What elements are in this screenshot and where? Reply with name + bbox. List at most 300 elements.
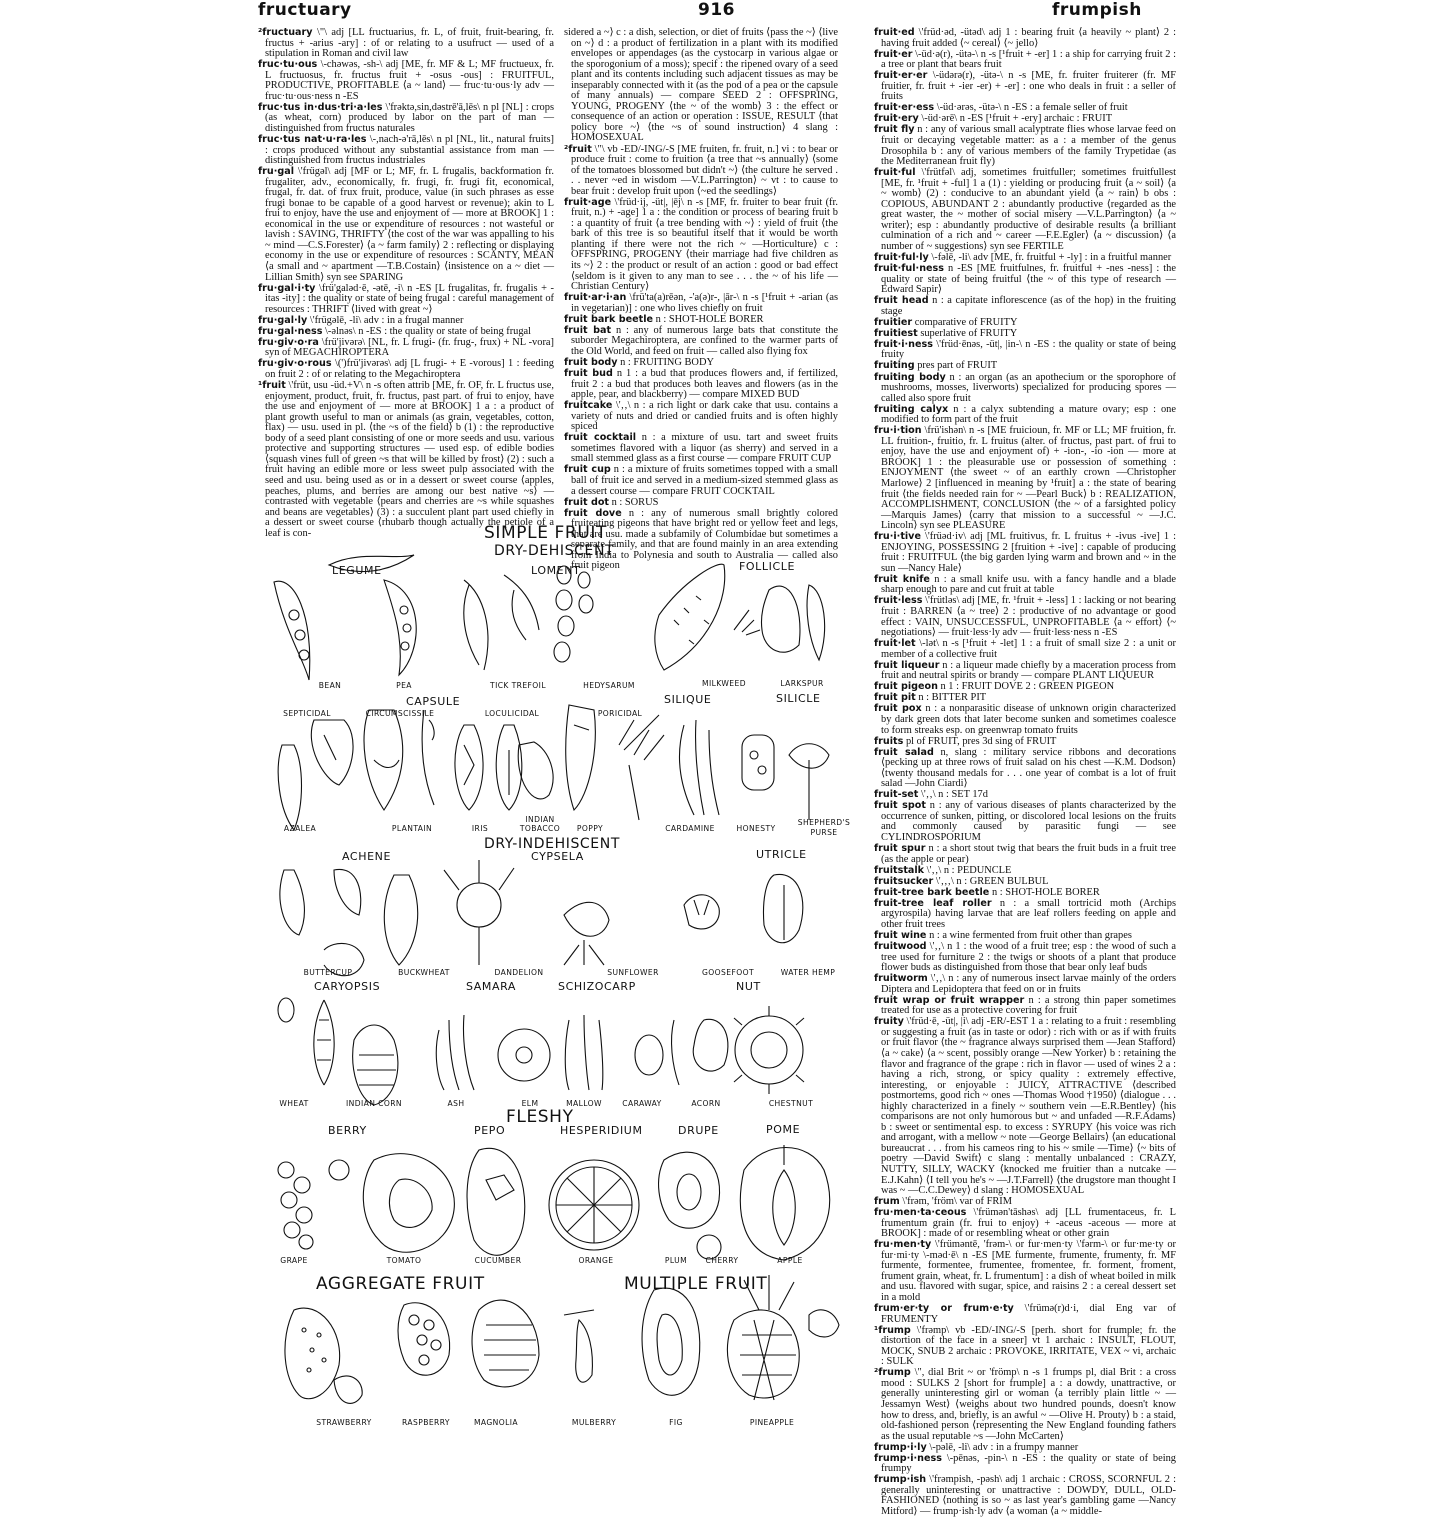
dictionary-entry xyxy=(874,974,1176,995)
label-caraway: CARAWAY xyxy=(622,1099,662,1108)
entry-definition: n : BITTER PIT xyxy=(918,692,987,704)
fruit-illustration-plate xyxy=(264,520,851,1430)
label-pea: PEA xyxy=(396,681,412,690)
dictionary-entry xyxy=(874,866,1176,877)
dictionary-entry xyxy=(874,103,1176,114)
dictionary-entry xyxy=(564,369,838,401)
entry-headword: fruit spot xyxy=(874,800,926,812)
entry-definition: n : SORUS xyxy=(611,496,659,508)
dictionary-entry xyxy=(874,931,1176,942)
entry-headword: fruit head xyxy=(874,295,929,307)
heading-pome: POME xyxy=(766,1123,801,1136)
heading-cypsela: CYPSELA xyxy=(531,850,584,863)
label-strawberry: STRAWBERRY xyxy=(316,1418,372,1427)
label-dandelion: DANDELION xyxy=(494,968,544,977)
label-cherry: CHERRY xyxy=(705,1256,739,1265)
dictionary-entry xyxy=(874,682,1176,693)
heading-utricle: UTRICLE xyxy=(756,848,807,861)
dictionary-entry xyxy=(258,167,554,283)
label-septicidal: SEPTICIDAL xyxy=(283,709,331,718)
label-poppy: POPPY xyxy=(576,824,604,833)
entry-definition: sidered a ~⟩ c : a dish, selection, or diet of fruits ⟨pass the ~⟩ ⟨live on ~⟩ d : a product of fertilization in a plant with its modified envelopes or appendages (as the cystocarp in various algae or the sporogonium of a moss); specif : the ripened ovary of a seed plant and its contents including such adjacent tissues as may be inseparably connected with it (as the pod of a pea or the capsule of many annuals) — compare SEED 2 : OFFSPRING, YOUNG, PROGENY ⟨the ~ of the womb⟩ 3 : the effect or consequence of an action or operation : ISSUE, RESULT ⟨that policy bore ~⟩ ⟨the ~s of sound instruction⟩ 4 slang : HOMOSEXUAL xyxy=(564,27,838,144)
label-goosefoot: GOOSEFOOT xyxy=(701,968,755,977)
dictionary-entry xyxy=(874,596,1176,638)
label-pineapple: PINEAPPLE xyxy=(749,1418,795,1427)
label-raspberry: RASPBERRY xyxy=(402,1418,450,1427)
label-milkweed: MILKWEED xyxy=(702,679,746,688)
entry-headword: fruits xyxy=(874,735,904,747)
dictionary-entry xyxy=(874,125,1176,167)
label-indian-corn: INDIAN CORN xyxy=(346,1099,402,1108)
entry-definition: \-üd·ərē\ n -ES [¹fruit + -ery] archaic : FRUIT xyxy=(921,113,1113,125)
label-plantain: PLANTAIN xyxy=(391,824,433,833)
entry-definition: \'frəktə,sin,dəstrē'ā,lēs\ n pl [NL] : crops (as wheat, corn) produced by labor on the part of man — distinguished from fructus naturales xyxy=(265,101,554,134)
entry-headword: fruit-tree bark beetle xyxy=(874,886,990,898)
entry-headword: fruit·er·er xyxy=(874,70,928,82)
entry-definition: \'früməntē, 'frəm-\ or fur·men·ty \'fərm-\ or fur·me·ty or fur·mi·ty \-məd·ē\ n -ES [ME furmente, frumente, frumenty, fr. MF furmente, formentee, frumentee, fromentee, fr. forment, froment, frument grain, wheat, fr. L frumentum] : a dish of wheat boiled in milk and usu. flavored with sugar, spice, and raisins 2 : a cereal dessert set in a mold xyxy=(881,1239,1176,1304)
dictionary-entry xyxy=(564,401,838,433)
dictionary-entry xyxy=(874,1443,1176,1454)
entry-headword: fruit-tree leaf roller xyxy=(874,897,992,909)
entry-definition: \'‚‚\ n : SET 17d xyxy=(921,789,988,801)
entry-definition: \'‚‚‚\ n : GREEN BULBUL xyxy=(935,875,1049,887)
heading-capsule: CAPSULE xyxy=(406,695,461,708)
label-honesty: HONESTY xyxy=(736,824,776,833)
label-mulberry: MULBERRY xyxy=(571,1418,617,1427)
dictionary-entry xyxy=(874,361,1176,372)
entry-definition: n : any of numerous large bats that constitute the suborder Megachiroptera, are confined to the warmer parts of the Old World, and feed on fruit — called also flying fox xyxy=(571,324,838,357)
entry-headword: fruit salad xyxy=(874,746,934,758)
dictionary-entry xyxy=(874,877,1176,888)
entry-headword: fruitcake xyxy=(564,400,613,412)
heading-nut: NUT xyxy=(736,980,761,993)
entry-definition: \"\ adj [LL fructuarius, fr. L, of fruit, fruit-bearing, fr. fructus + -arius -ary] : of or relating to a usufruct — used of a stipulation in Roman and civil law xyxy=(265,27,554,60)
dictionary-entry xyxy=(564,315,838,326)
dictionary-entry xyxy=(874,296,1176,317)
achene-cypsela-illustrations xyxy=(280,860,803,976)
entry-headword: fruit knife xyxy=(874,573,930,585)
dictionary-entry xyxy=(874,1454,1176,1475)
entry-definition: comparative of FRUITY xyxy=(914,316,1018,328)
entry-headword: fru·gal xyxy=(258,166,295,178)
entry-headword: fruiting body xyxy=(874,371,946,383)
entry-headword: fruity xyxy=(874,1016,904,1028)
heading-aggregate-fruit: AGGREGATE FRUIT xyxy=(316,1274,485,1294)
entry-definition: \'frügəl\ adj [MF or L; MF, fr. L frugalis, backformation fr. frugaliter, adv., economically, fr. frugi, fr. frugi fit, economical, frugal, fr. dat. of frux fruit, produce, value (in such phrases as esse frugi bonae to be capable of a good harvest or revenue); akin to L frui to enjoy, have the use and enjoyment of — more at BROOK] 1 : economical in the use or expenditure of resources : not wasteful or lavish : SAVING, THRIFTY ⟨the cost of the war was appalling to his ~ mind —C.S.Forester⟩ ⟨a ~ farm family⟩ 2 : reflecting or displaying economy in the use or expenditure of resources : SCANTY, MEAN ⟨a small and ~ apartment —T.B.Costain⟩ ⟨insistence on a ~ diet —Lillian Smith⟩ syn see SPARING xyxy=(265,166,554,283)
column-right xyxy=(874,27,1177,1517)
entry-definition: \-lət\ n -s [¹fruit + -let] 1 : a fruit of small size 2 : a unit or member of a collective fruit xyxy=(881,638,1176,660)
entry-headword: ²fructuary xyxy=(258,27,313,38)
entry-headword: fruit-set xyxy=(874,789,919,801)
label-poricidal: PORICIDAL xyxy=(597,709,643,718)
entry-headword: fruit·ful·ly xyxy=(874,251,929,263)
entry-headword: fruiting calyx xyxy=(874,403,949,415)
heading-hesperidium: HESPERIDIUM xyxy=(560,1124,643,1137)
dictionary-entry xyxy=(874,942,1176,974)
entry-definition: \'frümən'tāshəs\ adj [LL frumentaceus, fr. L frumentum grain (fr. frui to enjoy) + -aceus -aceous — more at BROOK] : made of or resembling wheat or other grain xyxy=(881,1207,1176,1240)
dictionary-entry xyxy=(258,338,554,359)
dictionary-entry xyxy=(874,575,1176,596)
dictionary-entry xyxy=(258,60,554,102)
label-tobacco: TOBACCO xyxy=(519,824,561,833)
milkweed-follicle-illustration xyxy=(655,564,825,670)
dictionary-entry xyxy=(874,264,1176,296)
dictionary-entry xyxy=(874,844,1176,865)
entry-headword: fruit pit xyxy=(874,692,916,704)
heading-legume: LEGUME xyxy=(332,564,382,577)
entry-headword: fruit·age xyxy=(564,196,612,208)
dictionary-entry xyxy=(874,801,1176,843)
entry-headword: fru·i·tive xyxy=(874,531,921,543)
heading-berry: BERRY xyxy=(328,1124,367,1137)
dictionary-entry xyxy=(874,340,1176,361)
label-plum: PLUM xyxy=(664,1256,688,1265)
dictionary-entry xyxy=(874,1475,1176,1517)
entry-headword: fruit cup xyxy=(564,464,611,476)
entry-definition: n : any of various small acalyptrate flies whose larvae feed on fruit or decaying vegetable matter: as a : a member of the genus Drosophila b : any of various members of the family Trypetidae (as the Mediterranean fruit fly) xyxy=(881,124,1176,168)
entry-definition: n : SHOT-HOLE BORER xyxy=(655,313,764,325)
dictionary-entry xyxy=(874,71,1176,103)
heading-schizocarp: SCHIZOCARP xyxy=(558,980,636,993)
dictionary-entry xyxy=(874,532,1176,574)
label-azalea: AZALEA xyxy=(283,824,317,833)
entry-headword: fruitier xyxy=(874,316,913,328)
label-buckwheat: BUCKWHEAT xyxy=(398,968,450,977)
label-elm: ELM xyxy=(521,1099,539,1108)
label-hedysarum: HEDYSARUM xyxy=(583,681,635,690)
entry-definition: \'frəmpish, -pəsh\ adj 1 archaic : CROSS, SCORNFUL 2 : generally uninteresting or unattractive : DOWDY, DULL, OLD-FASHIONED ⟨nothing is so ~ as last year's gambling game —Nancy Mitford⟩ — frump·ish·ly adv ⟨a woman ⟨a ~ middle- xyxy=(881,1474,1176,1517)
entry-headword: fruitiest xyxy=(874,327,918,339)
entry-definition: \-chəwəs, -sh-\ adj [ME, fr. MF & L; MF fructueux, fr. L fructuosus, fr. fructus fruit + -osus -ous] : FRUITFUL, PRODUCTIVE, PROFITABLE ⟨a ~ land⟩ — fruc·tu·ous·ly adv — fruc·tu·ous·ness n -ES xyxy=(265,59,554,102)
dictionary-entry xyxy=(564,358,838,369)
entry-definition: \'‚‚\ n : a rich light or dark cake that usu. contains a variety of nuts and dried or candied fruits and is often highly spiced xyxy=(571,400,838,433)
entry-headword: fru·gal·ly xyxy=(258,314,308,326)
label-sunflower: SUNFLOWER xyxy=(607,968,659,977)
entry-definition: \-əlnəs\ n -ES : the quality or state of being frugal xyxy=(325,325,532,337)
entry-definition: \-pēnəs, -pin-\ n -ES : the quality or state of being frumpy xyxy=(881,1452,1176,1475)
dictionary-entry xyxy=(258,359,554,380)
entry-headword: fruit bat xyxy=(564,324,612,336)
label-wheat: WHEAT xyxy=(279,1099,309,1108)
heading-drupe: DRUPE xyxy=(678,1124,719,1137)
dictionary-entry xyxy=(874,373,1176,405)
heading-silicle: SILICLE xyxy=(776,692,821,705)
entry-definition: \-üd·ə(r), -ütə-\ n -s [¹fruit + -er] 1 : a ship for carrying fruit 2 : a tree or plant that bears fruit xyxy=(881,48,1176,71)
column-left xyxy=(258,27,554,539)
dictionary-entry xyxy=(258,103,554,135)
entry-headword: fruit·er xyxy=(874,48,913,60)
entry-definition: \'‚‚\ n 1 : the wood of a fruit tree; esp : the wood of such a tree used for furniture 2 : the twigs or shoots of a plant that produce flower buds as distinguished from those that bear only leaf buds xyxy=(881,940,1176,974)
guide-word-right: frumpish xyxy=(1052,0,1142,20)
loment-illustration xyxy=(464,566,593,670)
entry-headword: fruit bark beetle xyxy=(564,313,654,325)
label-bean: BEAN xyxy=(318,681,342,690)
entry-definition: n, slang : military service ribbons and decorations ⟨pecking up at three rows of fruit salad on his chest —K.M. Dodson⟩ ⟨twenty thousand medals for . . . one year of combat is a lot of fruit salad —John Ciardi⟩ xyxy=(881,746,1176,790)
label-tomato: TOMATO xyxy=(386,1256,422,1265)
entry-headword: fruit·i·ness xyxy=(874,338,933,350)
entry-headword: fruiting xyxy=(874,360,915,372)
label-indian: INDIAN xyxy=(525,815,555,824)
dictionary-entry xyxy=(874,737,1176,748)
entry-definition: \'‚‚\ n : any of numerous insect larvae mainly of the orders Diptera and Lepidoptera that feed on or in fruits xyxy=(881,973,1176,995)
entry-definition: pl of FRUIT, pres 3d sing of FRUIT xyxy=(905,735,1057,747)
dictionary-entry xyxy=(874,748,1176,790)
dictionary-entry xyxy=(874,50,1176,71)
entry-definition: n -ES [ME fruitfulnes, fr. fruitful + -nes -ness] : the quality or state of being fruitful ⟨the ~ of this type of research —Edward Sapir⟩ xyxy=(881,263,1176,296)
dictionary-entry xyxy=(258,135,554,167)
entry-headword: frump·i·ness xyxy=(874,1452,942,1464)
entry-headword: fruit wrap or fruit wrapper xyxy=(874,994,1025,1006)
dictionary-entry xyxy=(874,426,1176,531)
dictionary-entry xyxy=(564,145,838,198)
entry-headword: fruit·ful·ness xyxy=(874,263,944,275)
entry-headword: frump·i·ly xyxy=(874,1441,927,1453)
dictionary-entry xyxy=(564,28,838,144)
entry-headword: fruit spur xyxy=(874,843,926,855)
entry-definition: \'früd·ē, -üt|, |i\ adj -ER/-EST 1 a : relating to a fruit : resembling or suggesting a fruit (as in taste or odor) : rich with or as if with fruits or fruit flavor ⟨the ~ fragrance always surprised them —Jean Stafford⟩ ⟨a ~ cake⟩ ⟨a ~ scent, possibly orange —New Yorker⟩ b : retaining the flavor and fragrance of the grape : rich in flavor — used of wines 2 a : having a rich, strong, or spicy quality : extremely effective, interesting, or enjoyable : JUICY, ATTRACTIVE ⟨described postmortems, good rich ~ ones —Thomas Wood †1950⟩ ⟨dialogue . . . highly characterized in a finely ~ southern vein —E.R.Bentley⟩ ⟨his comparisons are not only humorous but ~ and unfaded —R.F.Adams⟩ b : sweet or sentimental esp. to excess : SYRUPY ⟨his voice was rich and arrogant, with a mellow ~ note —George Bellairs⟩ ⟨an educational bureaucrat . . . from his cameos ring to his ~ smile —Time⟩ ⟨~ bits of poetry —David Swift⟩ c slang : mentally unbalanced : CRAZY, NUTTY, SILLY, WACKY ⟨knocked me fruitier than a nutcake —E.J.Kahn⟩ ⟨I tell you he's ~ —J.T.Farrell⟩ ⟨the drugstore man thought I was ~ —C.C.Dewey⟩ d slang : HOMOSEXUAL xyxy=(881,1016,1176,1197)
entry-definition: n : an organ (as an apothecium or the sporophore of mushrooms, mosses, liverworts) specialized for producing spores — called also spore fruit xyxy=(881,371,1176,404)
entry-headword: fruitwood xyxy=(874,940,927,952)
entry-definition: n : a short stout twig that bears the fruit buds in a fruit tree (as the apple or pear) xyxy=(881,843,1176,865)
entry-headword: fruc·tus nat·u·ra·les xyxy=(258,133,367,145)
entry-headword: ¹frump xyxy=(874,1324,911,1336)
entry-headword: fru·giv·o·rous xyxy=(258,358,332,370)
entry-headword: fru·i·tion xyxy=(874,425,922,437)
heading-dry-indehiscent: DRY-INDEHISCENT xyxy=(484,836,620,852)
entry-headword: ¹fruit xyxy=(258,380,286,392)
label-fig: FIG xyxy=(669,1418,683,1427)
entry-definition: \'frütləs\ adj [ME, fr. ¹fruit + -less] 1 : lacking or not bearing fruit : BARREN ⟨a ~ tree⟩ 2 : productive of no advantage or good effect : VAIN, UNSUCCESSFUL, UNPROFITABLE ⟨a ~ effort⟩ ⟨~ negotiations⟩ — fruit·less·ly adv — fruit·less·ness n -ES xyxy=(881,595,1176,639)
dictionary-entry xyxy=(258,381,554,539)
entry-headword: fruitworm xyxy=(874,973,928,985)
entry-definition: \(')frü'jivərəs\ adj [L frugi- + E -vorous] 1 : feeding on fruit 2 : of or relating to the Megachiroptera xyxy=(265,358,554,380)
entry-definition: n : a mixture of fruits sometimes topped with a small ball of fruit ice and served in a medium-sized stemmed glass as a dessert course — compare FRUIT COCKTAIL xyxy=(571,464,838,497)
label-mallow: MALLOW xyxy=(566,1099,602,1108)
label-shepherds: SHEPHERD'S xyxy=(797,818,851,827)
dictionary-entry xyxy=(258,327,554,338)
entry-definition: n : a strong thin paper sometimes treated for use as a protective covering for fruit xyxy=(881,994,1176,1017)
entry-headword: fruit·ery xyxy=(874,113,919,125)
entry-headword: fruit·ed xyxy=(874,27,915,38)
entry-definition: \'frütfəl\ adj, sometimes fruitfuller; sometimes fruitfullest [ME, fr. ¹fruit + -ful] 1 a (1) : yielding or producing fruit ⟨a ~ soil⟩ ⟨a ~ womb⟩ (2) : conducive to an abundant yield ⟨a ~ rain⟩ b obs : COPIOUS, ABUNDANT 2 : abundantly productive ⟨regarded as the great waster, the ~ mother of social misery —V.L.Parrington⟩ ⟨a ~ writer⟩; esp : abundantly productive of desirable results ⟨a brilliant culmination of a rich and ~ career —F.E.Egler⟩ ⟨a ~ discussion⟩ ⟨a number of ~ suggestions⟩ syn see FERTILE xyxy=(881,167,1176,252)
dictionary-entry xyxy=(564,326,838,358)
heading-fleshy: FLESHY xyxy=(506,1107,574,1127)
entry-definition: \"\ vb -ED/-ING/-S [ME fruiten, fr. fruit, n.] vi : to bear or produce fruit : come to fruition ⟨a tree that ~s annually⟩ ⟨some of the tomatoes blossomed but didn't ~⟩ ⟨the culture he served . . . never ~ed in wisdom —V.L.Parrington⟩ ~ vt : to cause to bear fruit : develop fruit upon ⟨~ed the seedlings⟩ xyxy=(571,143,838,197)
guide-word-left: fructuary xyxy=(258,0,352,20)
entry-headword: fruit·ful xyxy=(874,167,916,179)
entry-headword: fruitsucker xyxy=(874,875,934,887)
entry-headword: fru·gal·i·ty xyxy=(258,282,316,294)
dictionary-entry xyxy=(564,465,838,497)
dictionary-entry xyxy=(874,1197,1176,1208)
entry-headword: fruit fly xyxy=(874,124,915,136)
entry-headword: ²fruit xyxy=(564,143,592,155)
entry-definition: \'frügəlē, -li\ adv : in a frugal manner xyxy=(309,314,464,326)
entry-definition: \-üdərə(r), -ütə-\ n -s [ME, fr. fruiter fruiterer (fr. MF fruitier, fr. fruit + -ier -er) + -er] : one who deals in fruit : a seller of fruits xyxy=(881,70,1176,103)
label-cardamine: CARDAMINE xyxy=(665,824,715,833)
label-ash: ASH xyxy=(447,1099,465,1108)
label-orange: ORANGE xyxy=(578,1256,614,1265)
entry-definition: \frü'galəd·ē, -ətē, -i\ n -ES [L frugalitas, fr. frugalis + -itas -ity] : the quality or state of being frugal : careful management of resources : THRIFT ⟨lived with great ~⟩ xyxy=(265,282,554,315)
heading-follicle: FOLLICLE xyxy=(739,560,796,573)
heading-achene: ACHENE xyxy=(342,850,392,863)
dictionary-entry xyxy=(874,693,1176,704)
dictionary-entry xyxy=(874,1208,1176,1240)
label-chestnut: CHESTNUT xyxy=(768,1099,814,1108)
dictionary-entry xyxy=(874,168,1176,252)
capsule-illustrations xyxy=(278,705,664,830)
entry-definition: n : FRUITING BODY xyxy=(620,356,714,368)
entry-definition: n : a nonparasitic disease of unknown origin characterized by dark green dots that later become sunken and sometimes coalesce to form streaks esp. on greenwrap tomato fruits xyxy=(881,703,1176,736)
dictionary-entry xyxy=(874,1368,1176,1442)
dictionary-entry xyxy=(874,253,1176,264)
dictionary-entry xyxy=(874,405,1176,426)
entry-headword: fru·gal·ness xyxy=(258,325,323,337)
entry-headword: fruc·tus in·dus·tri·a·les xyxy=(258,101,383,113)
dictionary-entry xyxy=(874,114,1176,125)
entry-headword: fruit dove xyxy=(564,507,622,519)
dictionary-entry xyxy=(874,996,1176,1017)
dictionary-entry xyxy=(564,498,838,509)
label-magnolia: MAGNOLIA xyxy=(473,1418,519,1427)
entry-definition: \frü'ta(a)rēən, -'a(ə)r-, |ār-\ n -s [¹fruit + -arian (as in vegetarian)] : one who lives chiefly on fruit xyxy=(571,292,838,314)
entry-definition: \'früəd·iv\ adj [ML fruitivus, fr. L fruitus + -ivus -ive] 1 : ENJOYING, POSSESSING 2 [fruition + -ive] : capable of producing fruit : FRUITFUL ⟨the big garden lying warm and brown and ~ in the sun —Nancy Hale⟩ xyxy=(881,531,1176,574)
heading-pepo: PEPO xyxy=(474,1124,506,1137)
entry-headword: fruit·let xyxy=(874,638,916,650)
entry-definition: n : SHOT-HOLE BORER xyxy=(991,886,1100,898)
entry-headword: fru·giv·o·ra xyxy=(258,336,319,348)
entry-definition: \'früd·ij, -üt|, |ēj\ n -s [MF, fr. fruiter to bear fruit (fr. fruit, n.) + -age] 1 a : the condition or process of bearing fruit b : a quantity of fruit ⟨a tree bending with ~⟩ : yield of fruit ⟨the bark of this tree is so beautiful itself that it would be worth planting if there were not the rich ~ —Horticulture⟩ c : OFFSPRING, PROGENY ⟨their marriage had five children as its ~⟩ 2 : the product or result of an action : good or bad effect ⟨seldom is it given to any man to see . . . the ~ of his life —Christian Century⟩ xyxy=(571,196,838,293)
entry-definition: n : a liqueur made chiefly by a maceration process from fruit and neutral spirits or brandy — compare PLANT LIQUEUR xyxy=(881,659,1177,682)
entry-definition: n : a small knife usu. with a fancy handle and a blade sharp enough to pare and cut fruit at table xyxy=(881,573,1176,596)
label-cucumber: CUCUMBER xyxy=(474,1256,522,1265)
page-number: 916 xyxy=(698,0,735,20)
label-tick-trefoil: TICK TREFOIL xyxy=(490,681,546,690)
entry-headword: fruit body xyxy=(564,356,618,368)
aggregate-multiple-fruit-illustrations xyxy=(285,1275,839,1403)
entry-headword: fruit pox xyxy=(874,703,922,715)
entry-headword: frump·ish xyxy=(874,1474,927,1486)
heading-loment: LOMENT xyxy=(531,564,581,577)
entry-definition: \-pəlē, -li\ adv : in a frumpy manner xyxy=(929,1441,1079,1453)
entry-definition: \-,nach-ə'rā,lēs\ n pl [NL, lit., natural fruits] : crops produced without any substantial assistance from man — distinguished from fructus industriales xyxy=(265,133,554,167)
dictionary-entry xyxy=(874,318,1176,329)
entry-definition: pres part of FRUIT xyxy=(917,360,998,372)
entry-definition: n : a wine fermented from fruit other than grapes xyxy=(929,929,1132,941)
running-head xyxy=(0,0,1430,22)
entry-headword: fru·men·ty xyxy=(874,1239,932,1251)
entry-definition: \'früd·əd, -ütəd\ adj 1 : bearing fruit ⟨a heavily ~ plant⟩ 2 : having fruit added ⟨~ cereal⟩ ⟨~ jello⟩ xyxy=(881,27,1176,49)
dictionary-entry xyxy=(564,198,838,293)
dictionary-entry xyxy=(874,1017,1176,1196)
label-water-hemp: WATER HEMP xyxy=(780,968,836,977)
entry-headword: fruit bud xyxy=(564,368,613,379)
entry-definition: n 1 : FRUIT DOVE 2 : GREEN PIGEON xyxy=(940,681,1115,693)
dictionary-entry xyxy=(874,704,1176,736)
dictionary-entry xyxy=(564,433,838,465)
label-purse: PURSE xyxy=(810,828,838,837)
heading-simple-fruit: SIMPLE FRUIT xyxy=(484,523,607,543)
dictionary-entry xyxy=(874,790,1176,801)
entry-headword: fruit cocktail xyxy=(564,432,637,444)
dictionary-entry xyxy=(874,28,1176,49)
label-buttercup: BUTTERCUP xyxy=(303,968,353,977)
entry-headword: frum·er·ty or frum·e·ty xyxy=(874,1303,1014,1315)
entry-headword: fruit liqueur xyxy=(874,659,940,671)
label-larkspur: LARKSPUR xyxy=(780,679,824,688)
dictionary-entry xyxy=(258,284,554,316)
entry-definition: n : any of various diseases of plants characterized by the occurrence of sunken, pitting, or discolored local lesions on the fruits and commonly caused by parasitic fungi — see CYLINDROSPORIUM xyxy=(881,800,1176,844)
entry-definition: \", dial Brit ~ or 'frömp\ n -s 1 frumps pl, dial Brit : a cross mood : SULKS 2 [short for frumple] a : a dowdy, unattractive, or generally uninteresting girl or woman ⟨a terribly plain little ~ —Jessamyn West⟩ ⟨weighs about two hundred pounds, doesn't know how to dress, and, briefly, is an awful ~ —Olive H. Prouty⟩ b : a staid, old-fashioned person ⟨representing the New England founding fathers as the usual reputable ~s —John McCarten⟩ xyxy=(881,1367,1176,1442)
entry-definition: \frü'jivərə\ [NL, fr. L frugi- (fr. frug-, frux) + NL -vora] syn of MEGACHIROPTERA xyxy=(265,336,554,359)
label-grape: GRAPE xyxy=(280,1256,308,1265)
dictionary-entry xyxy=(874,639,1176,660)
entry-headword: fruit·ar·i·an xyxy=(564,292,627,304)
label-circumscissile: CIRCUMSCISSILE xyxy=(365,709,435,718)
dictionary-entry xyxy=(874,661,1176,682)
dictionary-entry xyxy=(258,316,554,327)
entry-headword: frum xyxy=(874,1196,900,1208)
heading-multiple-fruit: MULTIPLE FRUIT xyxy=(624,1274,768,1294)
entry-headword: fruit wine xyxy=(874,929,927,941)
entry-definition: \'frəmp\ vb -ED/-ING/-S [perh. short for frumple; fr. the distortion of the face in a sneer] vt 1 archaic : INSULT, FLOUT, MOCK, SNUB 2 archaic : PROVOKE, IRRITATE, VEX ~ vi, archaic : SULK xyxy=(881,1324,1176,1368)
label-iris: IRIS xyxy=(471,824,489,833)
caryopsis-samara-nut-illustrations xyxy=(278,998,804,1105)
entry-definition: \'frümə(r)d·i, dial Eng var of FRUMENTY xyxy=(881,1303,1176,1325)
heading-silique: SILIQUE xyxy=(664,693,712,706)
entry-definition: \'frəm, 'fröm\ var of FRIM xyxy=(902,1196,1012,1208)
entry-headword: fru·men·ta·ceous xyxy=(874,1207,967,1219)
dictionary-entry xyxy=(564,293,838,314)
entry-definition: n : a calyx subtending a mature ovary; esp : one modified to form part of the fruit xyxy=(881,403,1176,426)
entry-headword: fruit·er·ess xyxy=(874,102,935,114)
entry-headword: fruitstalk xyxy=(874,864,925,876)
entry-definition: n 1 : a bud that produces flowers and, if fertilized, fruit 2 : a bud that produces both leaves and flowers (as in the apple, pear, and blackberry) — compare MIXED BUD xyxy=(571,368,838,401)
entry-definition: \'früt, usu -üd.+V\ n -s often attrib [ME, fr. OF, fr. L fructus use, enjoyment, product, fruit, fr. fructus, past part. of frui to enjoy, have the use and enjoyment of — more at BROOK] 1 a : a product of plant growth useful to man or animals (as grain, vegetables, cotton, flax) — usu. used in pl. ⟨the ~s of the field⟩ b (1) : the reproductive body of a seed plant consisting of one or more seeds and usu. various protective and supporting structures — used esp. of edible bodies ⟨squash vines full of green ~s that will be killed by frost⟩ (2) : such a fruit having an edible more or less sweet pulp associated with the seed and usu. being used as or in a dessert or sweet course ⟨apples, peaches, plums, and berries are among our best native ~s⟩ — contrasted with vegetable ⟨pears and cherries are ~s while squashes and beans are vegetables⟩ (3) : a succulent plant part used chiefly in a dessert or sweet course ⟨rhubarb though actually the petiole of a leaf is con- xyxy=(265,380,554,539)
entry-headword: fruit pigeon xyxy=(874,681,938,693)
entry-definition: \frü'ishən\ n -s [ME fruicioun, fr. MF or LL; MF fruition, fr. LL fruition-, fruitio, fr. L fruitus (alter. of fructus, past part. of frui to enjoy, have the use and enjoyment of) + -ion-, -io -ion — more at BROOK] 1 : the pleasurable use or possession of something : ENJOYMENT ⟨the sweet ~ of an earthly crown —Christopher Marlowe⟩ 2 [influenced in meaning by ¹fruit] a : the state of bearing fruit ⟨the fields needed rain for ~ —Pearl Buck⟩ b : REALIZATION, ACCOMPLISHMENT, CONCLUSION ⟨the ~ of a farsighted policy —Marquis James⟩ ⟨carry that mission to a successful ~ —J.C. Lincoln⟩ syn see PLEASURE xyxy=(881,425,1177,532)
entry-headword: fruit·less xyxy=(874,595,923,607)
fleshy-fruit-illustrations xyxy=(278,1145,830,1260)
dictionary-entry xyxy=(874,888,1176,899)
entry-definition: superlative of FRUITY xyxy=(920,327,1018,339)
entry-definition: n : a capitate inflorescence (as of the hop) in the fruiting stage xyxy=(881,295,1176,317)
dictionary-entry xyxy=(874,899,1176,931)
entry-definition: n : a small tortricid moth (Archips argyrospila) having larvae that are leaf rollers feeding on apple and other fruit trees xyxy=(881,897,1176,930)
dictionary-entry xyxy=(874,1304,1176,1325)
entry-definition: \'‚‚\ n : PEDUNCLE xyxy=(926,864,1012,876)
label-apple: APPLE xyxy=(777,1256,803,1265)
heading-samara: SAMARA xyxy=(466,980,517,993)
dictionary-entry xyxy=(258,28,554,60)
label-loculicidal: LOCULICIDAL xyxy=(484,709,540,718)
dictionary-entry xyxy=(874,1326,1176,1368)
silique-silicle-illustrations xyxy=(679,720,829,820)
entry-definition: \-üd·ərəs, -ütə-\ n -ES : a female seller of fruit xyxy=(936,102,1128,114)
entry-headword: fruc·tu·ous xyxy=(258,59,318,71)
entry-definition: \-fəlē, -li\ adv [ME, fr. fruitful + -ly] : in a fruitful manner xyxy=(931,251,1172,263)
dictionary-entry xyxy=(874,1240,1176,1303)
dictionary-entry xyxy=(874,329,1176,340)
entry-definition: \'früd·ēnəs, -üt|, |in-\ n -ES : the quality or state of being fruity xyxy=(881,338,1176,361)
heading-dry-dehiscent: DRY-DEHISCENT xyxy=(494,543,615,559)
label-acorn: ACORN xyxy=(691,1099,721,1108)
entry-headword: ²frump xyxy=(874,1367,911,1379)
entry-headword: fruit dot xyxy=(564,496,609,508)
entry-definition: n : a mixture of usu. tart and sweet fruits sometimes flavored with a liquor (as sherry) and served in a small stemmed glass as a first course — compare FRUIT CUP xyxy=(571,432,838,465)
entry-definition: n : any of numerous small brightly colored fruiteating pigeons that have bright red or yellow feet and legs, that are usu. made a subfamily of Columbidae but sometimes a separate family, and that are found mainly in an area extending from India to Polynesia and south to Australia — called also fruit pigeon xyxy=(571,507,838,572)
heading-caryopsis: CARYOPSIS xyxy=(314,980,381,993)
